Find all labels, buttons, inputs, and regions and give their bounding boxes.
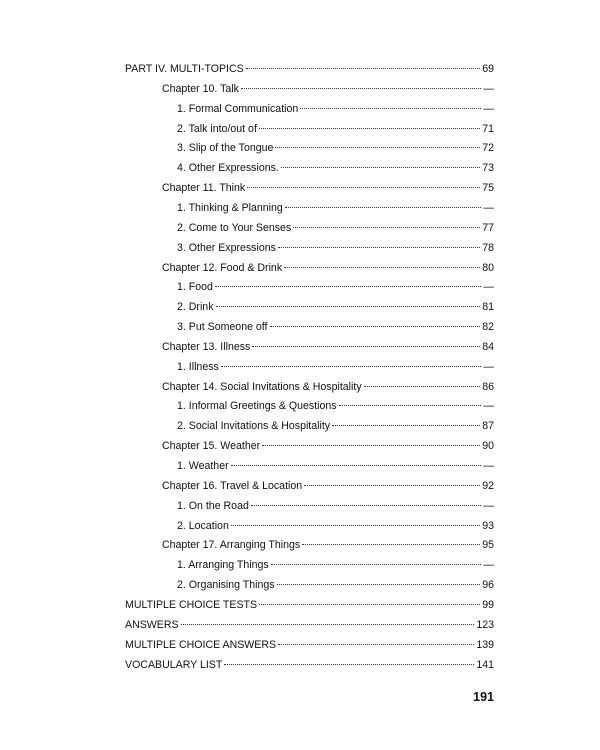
toc-entry-label: 2. Talk into/out of: [177, 122, 257, 135]
dot-leader: [364, 386, 481, 387]
toc-entry: [125, 61, 494, 77]
toc-entry: [162, 379, 494, 395]
toc-entry-page: 86: [482, 380, 494, 393]
dot-leader: [339, 405, 482, 406]
toc-entry-page: 90: [482, 440, 494, 453]
toc-entry-page: 78: [482, 241, 494, 254]
toc-entry-page: —: [483, 460, 494, 472]
toc-entry-label: 2. Drink: [177, 301, 214, 314]
dot-leader: [221, 366, 482, 367]
toc-entry-label: MULTIPLE CHOICE TESTS: [125, 598, 258, 611]
toc-entry-label: 3. Slip of the Tongue: [177, 142, 274, 155]
dot-leader: [259, 128, 480, 129]
toc-entry-page: 80: [482, 261, 494, 274]
toc-entry-page: 95: [482, 539, 494, 552]
toc-entry-page: 87: [482, 420, 494, 433]
dot-leader: [251, 505, 482, 506]
toc-entry: [177, 160, 494, 176]
toc-entry-page: 81: [482, 301, 494, 314]
toc-entry-label: Chapter 11. Think: [162, 182, 246, 195]
toc-entry-label: Chapter 10. Talk: [162, 82, 239, 95]
toc-entry-label: MULTIPLE CHOICE ANSWERS: [125, 638, 277, 651]
toc-entry: [177, 577, 494, 593]
dot-leader: [278, 247, 480, 248]
toc-entry: [177, 498, 494, 514]
toc-entry: [177, 518, 494, 534]
dot-leader: [259, 604, 480, 605]
toc-entry-label: ANSWERS: [125, 618, 179, 631]
toc-entry: [162, 81, 494, 97]
toc-entry-label: Chapter 17. Arranging Things: [162, 539, 301, 552]
toc-entry-page: —: [483, 102, 494, 115]
toc-entry-page: —: [483, 499, 494, 512]
toc-entry-page: —: [483, 400, 494, 413]
page-number: 191: [473, 690, 494, 704]
toc-entry-page: 139: [476, 638, 494, 651]
toc-entry-label: Chapter 12. Food & Drink: [162, 261, 283, 274]
toc-entry-label: Chapter 16. Travel & Location: [162, 479, 303, 492]
dot-leader: [231, 525, 480, 526]
toc-entry-page: —: [483, 360, 494, 373]
dot-leader: [284, 267, 480, 268]
toc-entry-label: Chapter 14. Social Invitations & Hospitality: [162, 380, 362, 393]
toc-entry-page: —: [483, 201, 494, 214]
dot-leader: [216, 306, 481, 307]
dot-leader: [252, 346, 480, 347]
toc-entry-label: 2. Location: [177, 519, 229, 532]
toc-entry: [177, 359, 494, 375]
toc-entry-page: 92: [482, 479, 494, 492]
toc-entry-page: 84: [482, 340, 494, 353]
dot-leader: [277, 584, 481, 585]
toc-entry-page: 75: [482, 182, 494, 195]
toc-entry-page: 73: [482, 162, 494, 175]
dot-leader: [262, 445, 480, 446]
toc-entry: [177, 279, 494, 295]
toc-entry-page: 72: [482, 142, 494, 155]
toc-entry-label: 4. Other Expressions.: [177, 162, 279, 175]
toc-entry: [162, 339, 494, 355]
dot-leader: [247, 187, 480, 188]
toc-entry: [177, 220, 494, 236]
dot-leader: [231, 465, 482, 466]
toc-entry: [177, 200, 494, 216]
toc-entry-label: Chapter 13. Illness: [162, 340, 251, 353]
toc-entry-label: 1. Thinking & Planning: [177, 201, 283, 214]
toc-entry: [162, 260, 494, 276]
toc-entry-label: 1. Food: [177, 281, 213, 294]
toc-entry-page: 141: [476, 658, 494, 671]
toc-entry: [125, 597, 494, 613]
toc-entry-label: PART IV. MULTI-TOPICS: [125, 63, 244, 75]
toc-entry: [177, 140, 494, 156]
dot-leader: [271, 564, 482, 565]
dot-leader: [215, 286, 481, 287]
toc-entry-page: 99: [482, 598, 494, 611]
dot-leader: [302, 544, 480, 545]
toc-entry: [177, 101, 494, 117]
dot-leader: [241, 88, 481, 89]
toc-entry-page: 77: [482, 221, 494, 234]
toc-entry-page: 82: [482, 321, 494, 334]
toc-entry: [125, 637, 494, 653]
toc-entry: [162, 537, 494, 553]
toc-entry: [177, 121, 494, 137]
dot-leader: [278, 644, 474, 645]
toc-entry: [177, 458, 494, 474]
toc-entry: [162, 180, 494, 196]
toc-entry-page: 69: [482, 63, 494, 75]
toc-entry-page: 71: [482, 122, 494, 135]
toc-entry: [177, 319, 494, 335]
toc-entry-label: 3. Put Someone off: [177, 321, 268, 334]
toc-entry: [177, 299, 494, 315]
toc-entry-label: 1. Arranging Things: [177, 559, 269, 572]
dot-leader: [300, 108, 481, 109]
toc-entry-page: —: [483, 281, 494, 294]
toc-entry-label: 1. Illness: [177, 360, 219, 373]
toc-entry: [162, 438, 494, 454]
dot-leader: [332, 425, 480, 426]
toc-entry-label: 1. Formal Communication: [177, 102, 299, 115]
toc-entry: [177, 557, 494, 573]
dot-leader: [285, 207, 482, 208]
toc-entry: [177, 418, 494, 434]
toc-entry-label: VOCABULARY LIST: [125, 658, 223, 671]
toc-entry-page: 96: [482, 579, 494, 592]
toc-entry: [125, 657, 494, 673]
toc-entry-label: 1. On the Road: [177, 499, 249, 512]
toc-entry-label: 1. Informal Greetings & Questions: [177, 400, 337, 413]
toc-entry-label: 2. Social Invitations & Hospitality: [177, 420, 331, 433]
dot-leader: [181, 624, 475, 625]
dot-leader: [275, 147, 480, 148]
toc-entry-label: 1. Weather: [177, 460, 229, 472]
dot-leader: [224, 664, 474, 665]
toc-entry: [177, 398, 494, 414]
toc-entry-page: —: [483, 82, 494, 95]
toc-entry-page: 93: [482, 519, 494, 532]
toc-entry: [162, 478, 494, 494]
dot-leader: [304, 485, 480, 486]
dot-leader: [293, 227, 480, 228]
toc-entry-label: 2. Come to Your Senses: [177, 221, 292, 234]
toc-entry: [125, 617, 494, 633]
toc-entry-label: 3. Other Expressions: [177, 241, 276, 254]
toc-entry-label: 2. Organising Things: [177, 579, 275, 592]
toc-entry: [177, 240, 494, 256]
dot-leader: [246, 68, 480, 69]
toc-entry-page: 123: [476, 618, 494, 631]
dot-leader: [281, 167, 480, 168]
dot-leader: [270, 326, 481, 327]
toc-entry-label: Chapter 15. Weather: [162, 440, 261, 453]
toc-entry-page: —: [483, 559, 494, 572]
